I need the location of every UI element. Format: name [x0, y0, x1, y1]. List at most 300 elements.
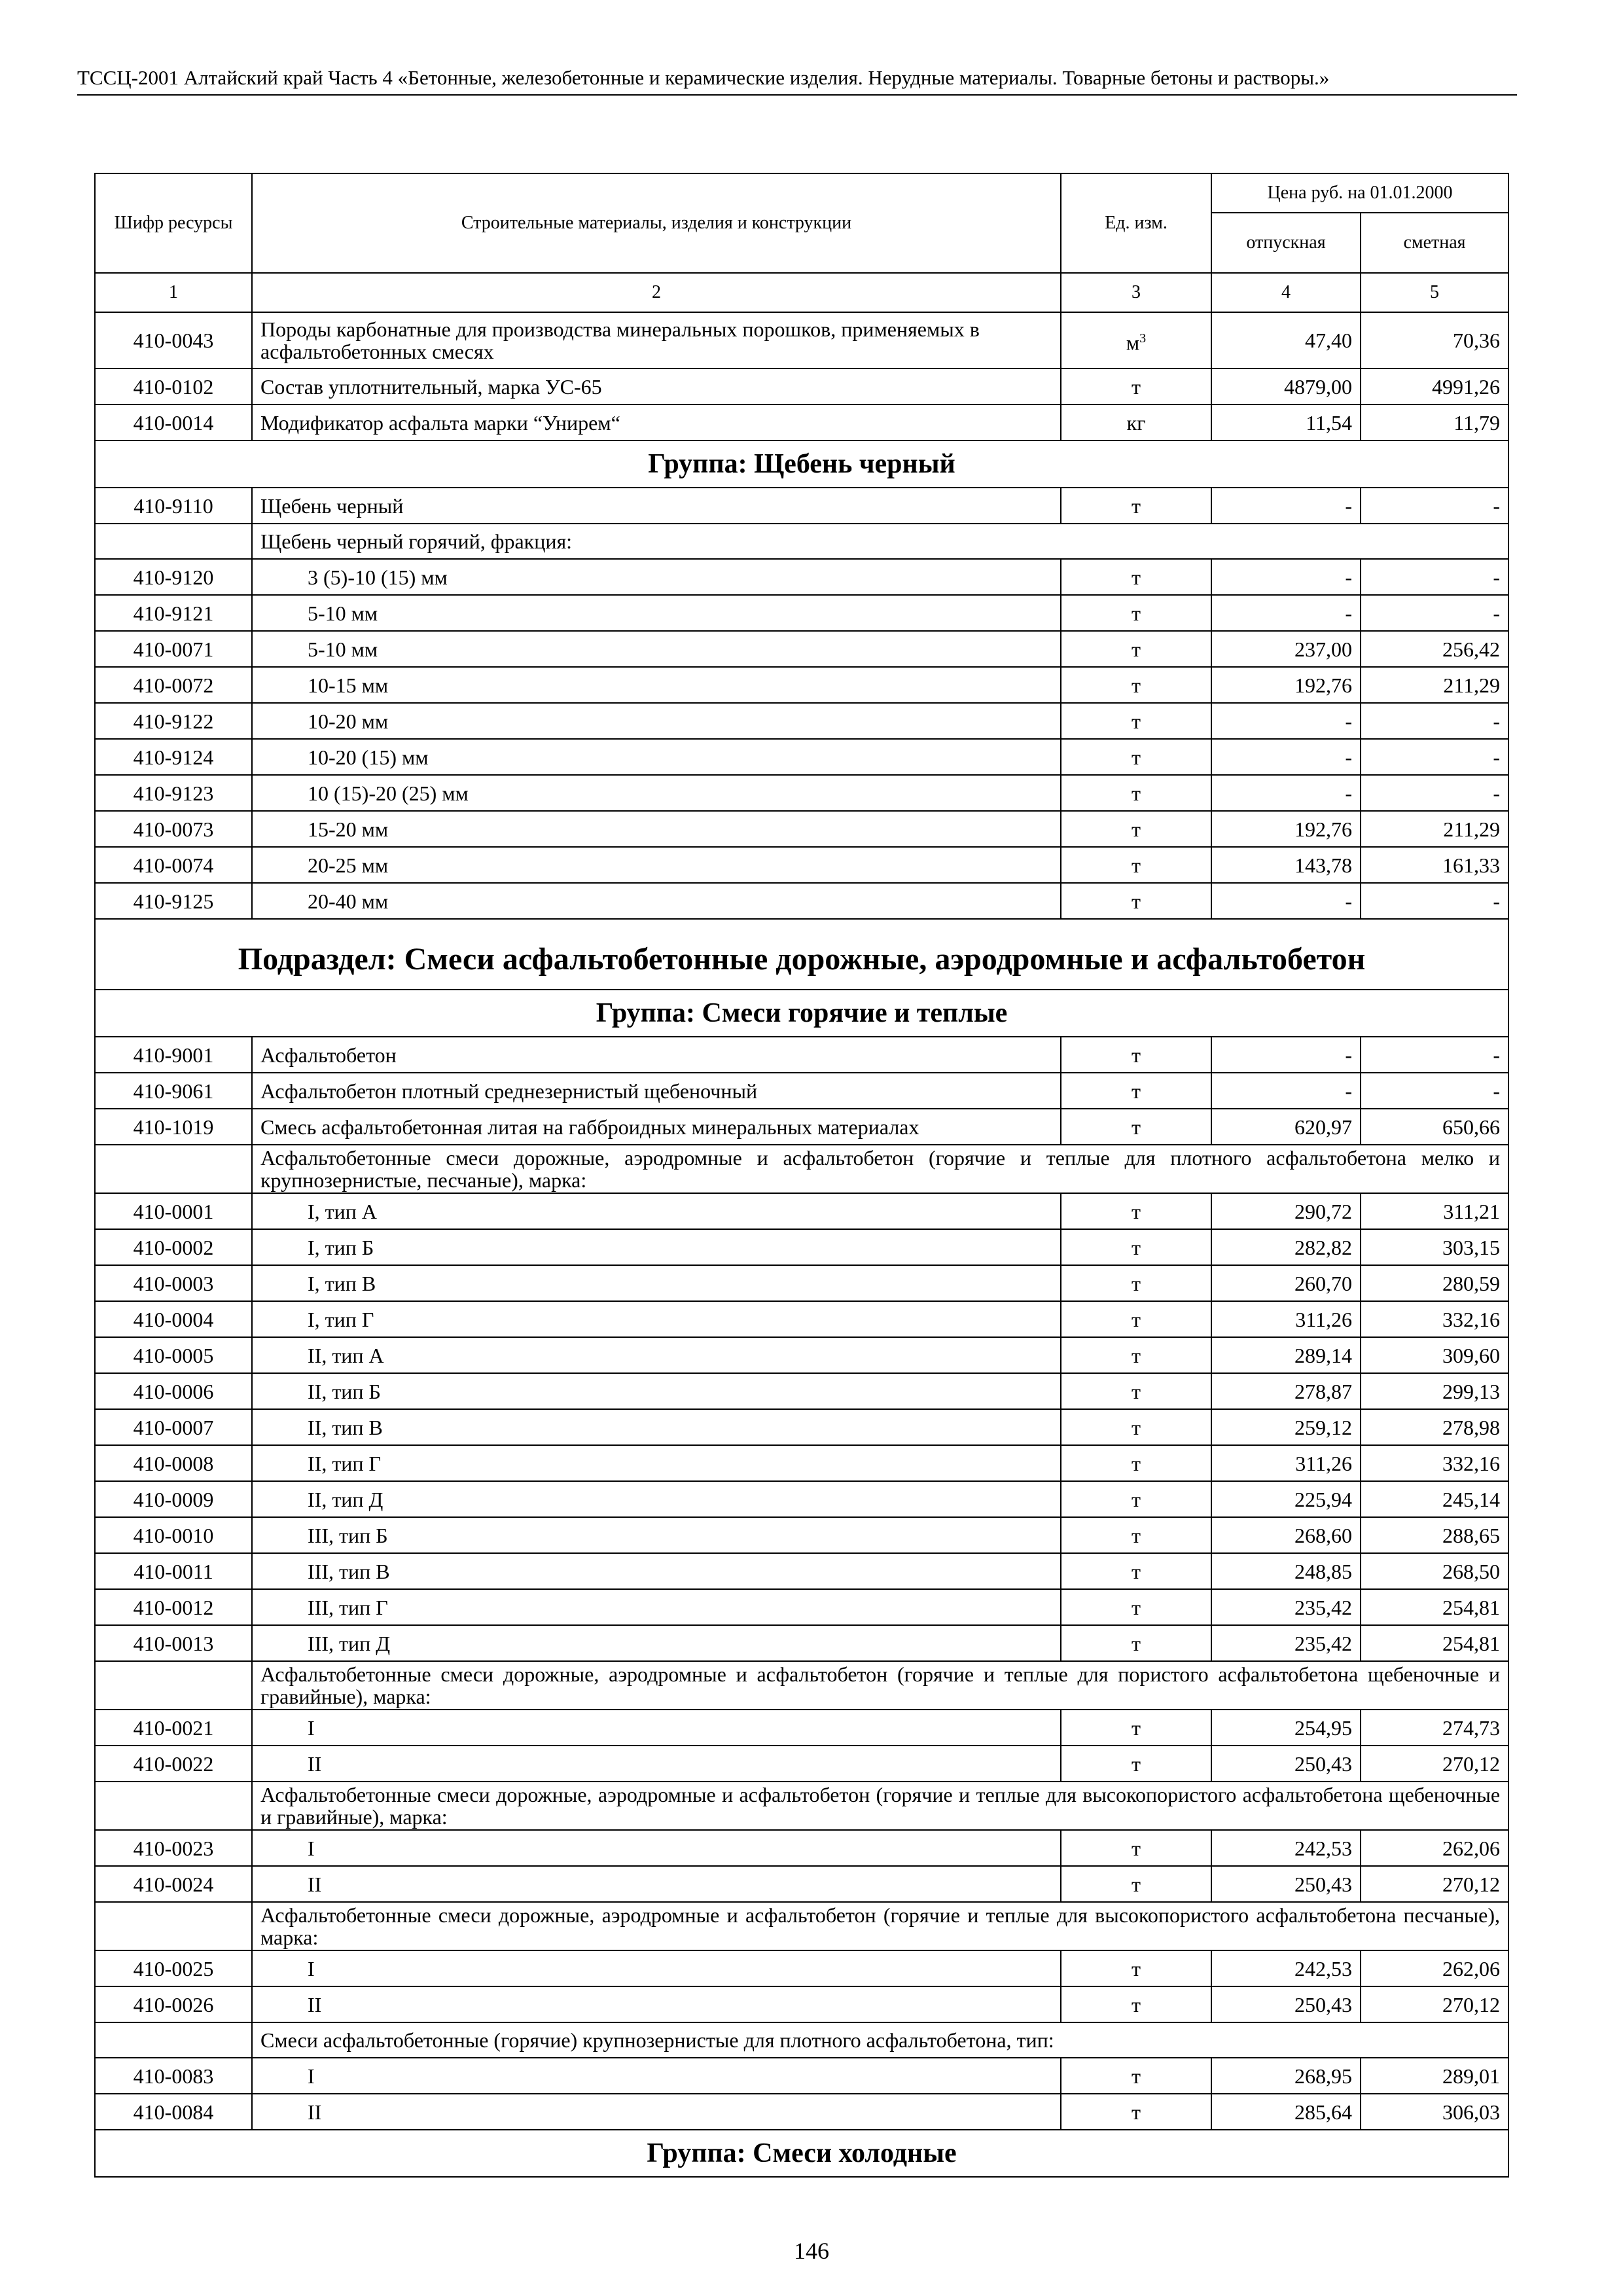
release-price: 192,76 [1211, 811, 1361, 847]
unit-text: т [1132, 1631, 1141, 1655]
estimate-price: 289,01 [1361, 2058, 1508, 2094]
material-name: II, тип Г [252, 1445, 1061, 1481]
release-price: - [1211, 883, 1361, 919]
estimate-price: - [1361, 1037, 1508, 1073]
note-code-cell [95, 1145, 252, 1193]
unit-text: м [1126, 331, 1140, 355]
unit-text: т [1132, 745, 1141, 769]
unit-of-measure [1061, 1625, 1211, 1661]
unit-of-measure [1061, 1301, 1211, 1337]
resource-code: 410-9120 [95, 559, 252, 595]
release-price: - [1211, 1037, 1361, 1073]
material-name: 5-10 мм [252, 631, 1061, 667]
table-row [95, 1710, 1508, 1746]
release-price: 11,54 [1211, 404, 1361, 440]
unit-of-measure [1061, 1337, 1211, 1373]
note-code-cell [95, 2022, 252, 2058]
unit-text: т [1132, 374, 1141, 399]
resource-code: 410-0084 [95, 2094, 252, 2130]
column-number: 4 [1211, 273, 1361, 312]
resource-code: 410-0012 [95, 1589, 252, 1625]
resource-code: 410-0074 [95, 847, 252, 883]
release-price: 282,82 [1211, 1229, 1361, 1265]
release-price: 143,78 [1211, 847, 1361, 883]
resource-code: 410-9001 [95, 1037, 252, 1073]
release-price: - [1211, 739, 1361, 775]
resource-code: 410-9110 [95, 488, 252, 524]
release-price: 242,53 [1211, 1950, 1361, 1986]
estimate-price: 311,21 [1361, 1193, 1508, 1229]
material-name: Породы карбонатные для производства минеральных порошков, применяемых в асфальтобетонных смесях [252, 312, 1061, 368]
column-number: 3 [1061, 273, 1211, 312]
unit-of-measure [1061, 775, 1211, 811]
estimate-price: 245,14 [1361, 1481, 1508, 1517]
header-estimate: сметная [1361, 213, 1508, 273]
table-row [95, 739, 1508, 775]
unit-text: т [1132, 637, 1141, 661]
unit-text: т [1132, 2064, 1141, 2088]
page-header: ТССЦ-2001 Алтайский край Часть 4 «Бетонные, железобетонные и керамические изделия. Нерудные материалы. Товарные бетоны и растворы.» [77, 65, 1517, 96]
release-price: - [1211, 775, 1361, 811]
unit-of-measure [1061, 1481, 1211, 1517]
unit-text: т [1132, 1379, 1141, 1403]
note-text: Асфальтобетонные смеси дорожные, аэродромные и асфальтобетон (горячие и теплые для плотного асфальтобетона мелко и крупнозернистые, песчаные), марка: [252, 1145, 1508, 1193]
release-price: 260,70 [1211, 1265, 1361, 1301]
unit-of-measure [1061, 1229, 1211, 1265]
estimate-price: 270,12 [1361, 1866, 1508, 1902]
unit-of-measure [1061, 1553, 1211, 1589]
release-price: 254,95 [1211, 1710, 1361, 1746]
material-name: II [252, 1986, 1061, 2022]
note-code-cell [95, 1782, 252, 1830]
table-row [95, 667, 1508, 703]
table-row [95, 2058, 1508, 2094]
note-row [95, 1661, 1508, 1710]
material-name: Асфальтобетон плотный среднезернистый щебеночный [252, 1073, 1061, 1109]
table-row [95, 1409, 1508, 1445]
material-name: 3 (5)-10 (15) мм [252, 559, 1061, 595]
estimate-price: - [1361, 595, 1508, 631]
material-name: I [252, 1830, 1061, 1866]
estimate-price: 262,06 [1361, 1830, 1508, 1866]
unit-text: т [1132, 1992, 1141, 2017]
unit-of-measure [1061, 1265, 1211, 1301]
release-price: 278,87 [1211, 1373, 1361, 1409]
unit-text: т [1132, 1487, 1141, 1511]
material-name: II, тип Д [252, 1481, 1061, 1517]
unit-text: т [1132, 709, 1141, 733]
unit-text: т [1132, 1715, 1141, 1740]
release-price: 4879,00 [1211, 368, 1361, 404]
resource-code: 410-0007 [95, 1409, 252, 1445]
table-row [95, 1481, 1508, 1517]
resource-code: 410-0023 [95, 1830, 252, 1866]
release-price: - [1211, 595, 1361, 631]
material-name: II [252, 1746, 1061, 1782]
release-price: 250,43 [1211, 1866, 1361, 1902]
column-numbers-row [95, 273, 1508, 312]
estimate-price: 270,12 [1361, 1986, 1508, 2022]
unit-text: т [1132, 1043, 1141, 1067]
material-name: I, тип А [252, 1193, 1061, 1229]
material-name: II, тип Б [252, 1373, 1061, 1409]
material-name: I, тип Б [252, 1229, 1061, 1265]
release-price: 237,00 [1211, 631, 1361, 667]
release-price: 311,26 [1211, 1445, 1361, 1481]
release-price: 268,95 [1211, 2058, 1361, 2094]
unit-text: т [1132, 1451, 1141, 1475]
header-release: отпускная [1211, 213, 1361, 273]
table-row [95, 404, 1508, 440]
unit-text: т [1132, 2100, 1141, 2124]
group-heading: Группа: Щебень черный [95, 440, 1508, 488]
resource-code: 410-0001 [95, 1193, 252, 1229]
release-price: - [1211, 1073, 1361, 1109]
unit-text: т [1132, 673, 1141, 697]
table-row [95, 1337, 1508, 1373]
unit-text: т [1132, 1595, 1141, 1619]
group-heading: Группа: Смеси горячие и теплые [95, 990, 1508, 1037]
material-name: I, тип Г [252, 1301, 1061, 1337]
material-name: III, тип Г [252, 1589, 1061, 1625]
estimate-price: 4991,26 [1361, 368, 1508, 404]
material-name: II, тип А [252, 1337, 1061, 1373]
table-row [95, 1830, 1508, 1866]
resource-code: 410-0026 [95, 1986, 252, 2022]
material-name: III, тип Д [252, 1625, 1061, 1661]
resource-code: 410-0043 [95, 312, 252, 368]
unit-text: т [1132, 1751, 1141, 1776]
table-body [95, 312, 1508, 2177]
note-row [95, 2022, 1508, 2058]
table-row [95, 1445, 1508, 1481]
table-row [95, 1229, 1508, 1265]
unit-of-measure [1061, 595, 1211, 631]
unit-of-measure [1061, 1409, 1211, 1445]
table-row [95, 775, 1508, 811]
release-price: 268,60 [1211, 1517, 1361, 1553]
estimate-price: 254,81 [1361, 1625, 1508, 1661]
table-row [95, 847, 1508, 883]
table-row [95, 631, 1508, 667]
material-name: II, тип В [252, 1409, 1061, 1445]
estimate-price: 11,79 [1361, 404, 1508, 440]
release-price: 311,26 [1211, 1301, 1361, 1337]
unit-of-measure [1061, 631, 1211, 667]
release-price: 242,53 [1211, 1830, 1361, 1866]
estimate-price: 332,16 [1361, 1445, 1508, 1481]
note-text: Асфальтобетонные смеси дорожные, аэродромные и асфальтобетон (горячие и теплые для высокопористого асфальтобетона песчаные), марка: [252, 1902, 1508, 1950]
resource-code: 410-9122 [95, 703, 252, 739]
resource-code: 410-1019 [95, 1109, 252, 1145]
note-code-cell [95, 1661, 252, 1710]
estimate-price: 211,29 [1361, 667, 1508, 703]
header-price: Цена руб. на 01.01.2000 [1211, 173, 1508, 213]
release-price: 620,97 [1211, 1109, 1361, 1145]
note-code-cell [95, 1902, 252, 1950]
header-unit: Ед. изм. [1061, 173, 1211, 273]
resource-code: 410-9125 [95, 883, 252, 919]
resource-code: 410-9124 [95, 739, 252, 775]
material-name: II [252, 1866, 1061, 1902]
unit-of-measure [1061, 1193, 1211, 1229]
unit-text: т [1132, 1559, 1141, 1583]
estimate-price: 280,59 [1361, 1265, 1508, 1301]
table-row [95, 368, 1508, 404]
material-name: 15-20 мм [252, 811, 1061, 847]
resource-code: 410-0006 [95, 1373, 252, 1409]
group-heading-row [95, 440, 1508, 488]
resource-code: 410-0021 [95, 1710, 252, 1746]
unit-of-measure [1061, 1517, 1211, 1553]
material-name: II [252, 2094, 1061, 2130]
column-number: 2 [252, 273, 1061, 312]
estimate-price: 268,50 [1361, 1553, 1508, 1589]
table-row [95, 312, 1508, 368]
note-row [95, 1902, 1508, 1950]
table-row [95, 595, 1508, 631]
estimate-price: 274,73 [1361, 1710, 1508, 1746]
release-price: - [1211, 559, 1361, 595]
unit-superscript: 3 [1139, 331, 1147, 346]
unit-of-measure [1061, 667, 1211, 703]
release-price: - [1211, 488, 1361, 524]
resource-code: 410-0004 [95, 1301, 252, 1337]
unit-of-measure [1061, 847, 1211, 883]
unit-of-measure [1061, 811, 1211, 847]
material-name: Модификатор асфальта марки “Унирем“ [252, 404, 1061, 440]
release-price: 250,43 [1211, 1986, 1361, 2022]
unit-of-measure [1061, 1986, 1211, 2022]
release-price: 259,12 [1211, 1409, 1361, 1445]
unit-of-measure [1061, 368, 1211, 404]
estimate-price: 332,16 [1361, 1301, 1508, 1337]
unit-of-measure [1061, 559, 1211, 595]
table-row [95, 1265, 1508, 1301]
note-row [95, 524, 1508, 559]
unit-of-measure [1061, 1445, 1211, 1481]
estimate-price: - [1361, 775, 1508, 811]
unit-text: т [1132, 1079, 1141, 1103]
column-number: 1 [95, 273, 252, 312]
table-row [95, 488, 1508, 524]
table-row [95, 2094, 1508, 2130]
estimate-price: 650,66 [1361, 1109, 1508, 1145]
subsection-heading-row [95, 919, 1508, 990]
material-name: I, тип В [252, 1265, 1061, 1301]
note-text: Смеси асфальтобетонные (горячие) крупнозернистые для плотного асфальтобетона, тип: [252, 2022, 1508, 2058]
material-name: 20-25 мм [252, 847, 1061, 883]
unit-of-measure [1061, 1710, 1211, 1746]
resource-code: 410-0005 [95, 1337, 252, 1373]
estimate-price: 270,12 [1361, 1746, 1508, 1782]
unit-text: т [1132, 1415, 1141, 1439]
material-name: 10-20 мм [252, 703, 1061, 739]
release-price: 235,42 [1211, 1589, 1361, 1625]
table-row [95, 1986, 1508, 2022]
table-row [95, 1109, 1508, 1145]
group-heading: Группа: Смеси холодные [95, 2130, 1508, 2177]
estimate-price: - [1361, 883, 1508, 919]
table-row [95, 1625, 1508, 1661]
unit-text: т [1132, 1956, 1141, 1981]
estimate-price: - [1361, 1073, 1508, 1109]
unit-of-measure [1061, 488, 1211, 524]
material-name: 20-40 мм [252, 883, 1061, 919]
subsection-heading: Подраздел: Смеси асфальтобетонные дорожные, аэродромные и асфальтобетон [95, 919, 1508, 990]
resource-code: 410-0102 [95, 368, 252, 404]
table-row [95, 1037, 1508, 1073]
resource-code: 410-0083 [95, 2058, 252, 2094]
unit-text: т [1132, 493, 1141, 518]
resource-code: 410-0008 [95, 1445, 252, 1481]
unit-text: т [1132, 1115, 1141, 1139]
header-code: Шифр ресурсы [95, 173, 252, 273]
material-name: 5-10 мм [252, 595, 1061, 631]
note-row [95, 1145, 1508, 1193]
release-price: 285,64 [1211, 2094, 1361, 2130]
unit-of-measure [1061, 312, 1211, 368]
unit-text: т [1132, 601, 1141, 625]
material-name: 10-20 (15) мм [252, 739, 1061, 775]
material-name: I [252, 1950, 1061, 1986]
unit-of-measure [1061, 1109, 1211, 1145]
page-number: 146 [794, 2238, 829, 2264]
unit-text: т [1132, 853, 1141, 877]
table-row [95, 1373, 1508, 1409]
table-row [95, 1193, 1508, 1229]
unit-text: кг [1126, 410, 1146, 435]
unit-of-measure [1061, 703, 1211, 739]
release-price: 290,72 [1211, 1193, 1361, 1229]
resource-code: 410-9121 [95, 595, 252, 631]
resource-code: 410-0013 [95, 1625, 252, 1661]
resource-code: 410-0011 [95, 1553, 252, 1589]
price-table [94, 173, 1509, 2178]
material-name: Состав уплотнительный, марка УС-65 [252, 368, 1061, 404]
table-row [95, 703, 1508, 739]
unit-of-measure [1061, 1866, 1211, 1902]
table-row [95, 811, 1508, 847]
unit-text: т [1132, 1343, 1141, 1367]
unit-of-measure [1061, 739, 1211, 775]
estimate-price: - [1361, 739, 1508, 775]
material-name: Асфальтобетон [252, 1037, 1061, 1073]
estimate-price: 256,42 [1361, 631, 1508, 667]
estimate-price: 303,15 [1361, 1229, 1508, 1265]
resource-code: 410-0014 [95, 404, 252, 440]
table-row [95, 1950, 1508, 1986]
release-price: 250,43 [1211, 1746, 1361, 1782]
unit-text: т [1132, 1872, 1141, 1896]
estimate-price: 288,65 [1361, 1517, 1508, 1553]
estimate-price: 70,36 [1361, 312, 1508, 368]
unit-of-measure [1061, 1589, 1211, 1625]
table-row [95, 1301, 1508, 1337]
estimate-price: - [1361, 703, 1508, 739]
note-text: Асфальтобетонные смеси дорожные, аэродромные и асфальтобетон (горячие и теплые для пористого асфальтобетона щебеночные и гравийные), марка: [252, 1661, 1508, 1710]
estimate-price: 262,06 [1361, 1950, 1508, 1986]
resource-code: 410-0003 [95, 1265, 252, 1301]
resource-code: 410-0073 [95, 811, 252, 847]
group-heading-row [95, 990, 1508, 1037]
resource-code: 410-9061 [95, 1073, 252, 1109]
table-row [95, 1866, 1508, 1902]
note-row [95, 1782, 1508, 1830]
unit-text: т [1132, 817, 1141, 841]
unit-of-measure [1061, 1746, 1211, 1782]
material-name: Щебень черный [252, 488, 1061, 524]
unit-of-measure [1061, 2094, 1211, 2130]
estimate-price: 309,60 [1361, 1337, 1508, 1373]
table-row [95, 883, 1508, 919]
table-row [95, 559, 1508, 595]
material-name: Смесь асфальтобетонная литая на габброидных минеральных материалах [252, 1109, 1061, 1145]
resource-code: 410-0009 [95, 1481, 252, 1517]
release-price: 192,76 [1211, 667, 1361, 703]
column-number: 5 [1361, 273, 1508, 312]
resource-code: 410-0072 [95, 667, 252, 703]
estimate-price: 161,33 [1361, 847, 1508, 883]
table-row [95, 1517, 1508, 1553]
note-code-cell [95, 524, 252, 559]
release-price: - [1211, 703, 1361, 739]
unit-of-measure [1061, 404, 1211, 440]
unit-text: т [1132, 1307, 1141, 1331]
resource-code: 410-0010 [95, 1517, 252, 1553]
release-price: 47,40 [1211, 312, 1361, 368]
release-price: 235,42 [1211, 1625, 1361, 1661]
estimate-price: - [1361, 488, 1508, 524]
material-name: III, тип Б [252, 1517, 1061, 1553]
unit-text: т [1132, 781, 1141, 805]
table-row [95, 1073, 1508, 1109]
unit-of-measure [1061, 1950, 1211, 1986]
resource-code: 410-0024 [95, 1866, 252, 1902]
note-text: Асфальтобетонные смеси дорожные, аэродромные и асфальтобетон (горячие и теплые для высокопористого асфальтобетона щебеночные и гравийные), марка: [252, 1782, 1508, 1830]
release-price: 289,14 [1211, 1337, 1361, 1373]
resource-code: 410-0002 [95, 1229, 252, 1265]
resource-code: 410-0025 [95, 1950, 252, 1986]
table-row [95, 1746, 1508, 1782]
release-price: 225,94 [1211, 1481, 1361, 1517]
unit-of-measure [1061, 883, 1211, 919]
estimate-price: 254,81 [1361, 1589, 1508, 1625]
estimate-price: 299,13 [1361, 1373, 1508, 1409]
table-row [95, 1553, 1508, 1589]
estimate-price: - [1361, 559, 1508, 595]
material-name: 10-15 мм [252, 667, 1061, 703]
estimate-price: 211,29 [1361, 811, 1508, 847]
unit-text: т [1132, 1523, 1141, 1547]
material-name: III, тип В [252, 1553, 1061, 1589]
header-name: Строительные материалы, изделия и конструкции [252, 173, 1061, 273]
unit-of-measure [1061, 1373, 1211, 1409]
unit-text: т [1132, 1235, 1141, 1259]
material-name: 10 (15)-20 (25) мм [252, 775, 1061, 811]
release-price: 248,85 [1211, 1553, 1361, 1589]
unit-of-measure [1061, 2058, 1211, 2094]
material-name: I [252, 1710, 1061, 1746]
resource-code: 410-0071 [95, 631, 252, 667]
material-name: I [252, 2058, 1061, 2094]
unit-of-measure [1061, 1037, 1211, 1073]
estimate-price: 306,03 [1361, 2094, 1508, 2130]
resource-code: 410-9123 [95, 775, 252, 811]
unit-text: т [1132, 565, 1141, 589]
unit-text: т [1132, 889, 1141, 913]
unit-text: т [1132, 1271, 1141, 1295]
